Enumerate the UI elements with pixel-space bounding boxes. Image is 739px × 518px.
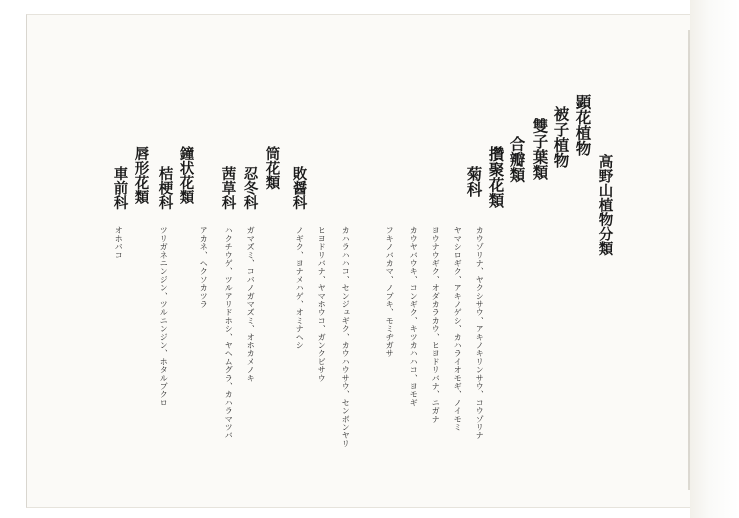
akane-line-2: アカネ、ヘクソカツラ	[199, 226, 210, 308]
heading-soushiyou: 雙子葉類	[530, 118, 550, 180]
akane-line: ハクチウゲ、ツルアリドホシ、ヤヘムグラ、カハラマツバ	[224, 226, 235, 440]
heading-shoujoukarui: 鐘状花類	[177, 146, 195, 204]
kiku-line-7: ヒヨドリバナ、ヤマホウコ、ガンクビサウ	[317, 226, 328, 382]
heading-akane: 茜草科	[219, 166, 237, 210]
heading-kiku: 菊科	[464, 166, 484, 197]
heading-toukarui: 筒花類	[263, 146, 281, 190]
kiku-line-3: ヨウナウギク、オダカラカウ、ヒヨドリバナ、ニガナ	[431, 226, 442, 423]
haishou-line: ノギク、ヨナメハゲ、オミナヘシ	[295, 226, 306, 349]
nindou-line: ガマズミ、コバノガマズミ、オホカメノキ	[246, 226, 257, 382]
heading-haishou: 敗醤科	[290, 166, 308, 210]
heading-hishi: 被子植物	[551, 106, 571, 168]
heading-kenka: 顕花植物	[573, 94, 593, 156]
heading-kikyou: 桔梗科	[156, 166, 174, 210]
kiku-line-4: カウヤバウキ、コンギク、キツカハハコ、ヨモギ	[409, 226, 420, 407]
kiku-line-5: フキノバカマ、ノブキ、モミヂガサ	[385, 226, 396, 358]
heading-goben: 合瓣類	[507, 136, 527, 183]
heading-shinkeikarui: 唇形花類	[132, 146, 150, 204]
heading-nindou: 忍冬科	[241, 166, 259, 210]
kiku-line-2: ヤマシロギク、アキノゲシ、カハライオモギ、ノイモミ	[453, 226, 464, 431]
shazen-line: オホバコ	[114, 226, 125, 259]
paper-sheet	[26, 14, 707, 508]
heading-sanshuuka: 攢聚花類	[486, 146, 506, 208]
page-fold	[688, 30, 690, 490]
heading-shazen: 車前科	[111, 166, 129, 210]
kikyou-line: ツリガネニンジン、ツルニンジン、ホタルブクロ	[159, 226, 170, 407]
kiku-line-1: カウゾリナ、ヤクシサウ、アキノキリンサウ、コウゾリナ	[475, 226, 486, 440]
document-title: 高野山植物分類	[596, 154, 614, 256]
page-binding-edge	[690, 0, 739, 518]
kiku-line-6: カハラハハコ、センジュギク、カウハウサウ、センボンヤリ	[341, 226, 352, 448]
